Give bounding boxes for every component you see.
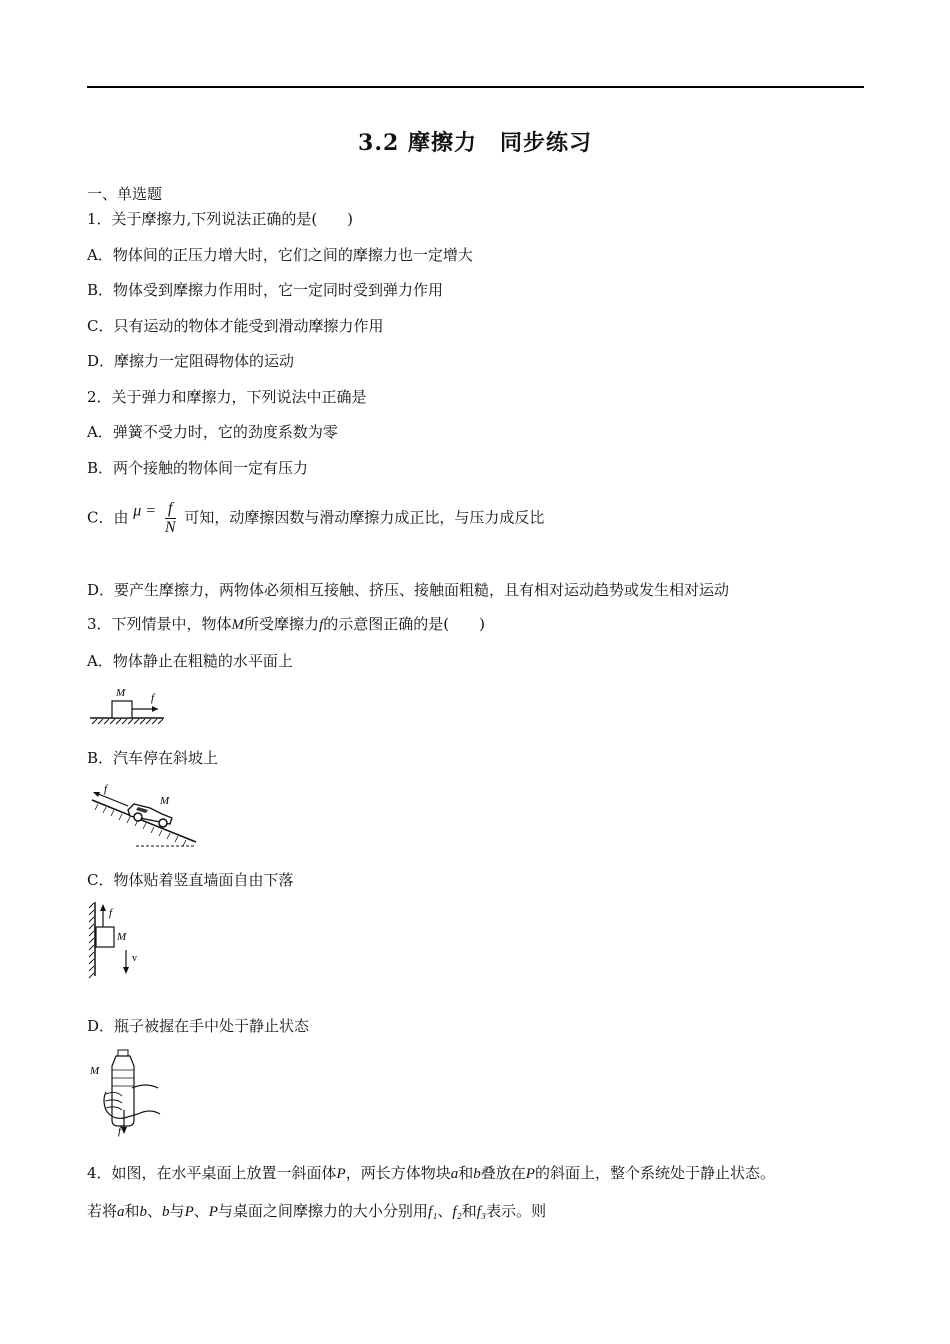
page-title: 3.2 摩擦力 同步练习 xyxy=(358,130,592,156)
q4-l2-text-7: 、 xyxy=(437,1202,453,1220)
q2-option-d: D．要产生摩擦力，两物体必须相互接触、挤压、接触面粗糙，且有相对运动趋势或发生相对运动 xyxy=(87,581,730,599)
figure-a-block-on-surface xyxy=(88,684,168,728)
q2-option-c xyxy=(87,500,544,537)
q1-stem: 1．关于摩擦力,下列说法正确的是( ) xyxy=(87,210,354,228)
q2-c-suffix: 可知，动摩擦因数与滑动摩擦力成正比，与压力成反比 xyxy=(184,508,545,527)
q3-stem-M: M xyxy=(231,617,245,633)
q4-l1-text-3: 和 xyxy=(458,1164,474,1182)
q3-stem xyxy=(87,614,485,635)
q3-option-a: A．物体静止在粗糙的水平面上 xyxy=(87,652,293,670)
header-rule xyxy=(87,86,864,88)
q4-l1-P: P xyxy=(336,1166,346,1182)
q2-option-b: B．两个接触的物体间一定有压力 xyxy=(87,459,309,477)
q4-l1-text-2: ，两长方体物块 xyxy=(345,1164,451,1182)
q1-option-a: A．物体间的正压力增大时，它们之间的摩擦力也一定增大 xyxy=(87,246,473,264)
q2-stem: 2．关于弹力和摩擦力，下列说法中正确是 xyxy=(87,388,367,406)
figure-c-label-v: v xyxy=(132,953,137,964)
section-heading: 一、单选题 xyxy=(87,185,163,203)
figure-a-label-M: M xyxy=(116,687,126,699)
figure-d-label-M: M xyxy=(90,1065,100,1077)
q4-l2-text-4: 与 xyxy=(169,1202,185,1220)
q4-l1-text-5: 的斜面上，整个系统处于静止状态。 xyxy=(534,1164,775,1182)
q4-l2-P2: P xyxy=(208,1204,218,1220)
q4-l2-text-3: 、 xyxy=(147,1202,163,1220)
q4-l2-text-6: 与桌面之间摩擦力的大小分别用 xyxy=(217,1202,428,1220)
q2-c-fraction xyxy=(165,500,176,537)
q4-l2-text-9: 表示。则 xyxy=(486,1202,547,1220)
q4-l1-a: a xyxy=(450,1166,459,1182)
block-M xyxy=(112,701,132,718)
q1-option-b: B．物体受到摩擦力作用时，它一定同时受到弹力作用 xyxy=(87,281,444,299)
q4-l2-b2: b xyxy=(162,1204,170,1220)
q4-l2-text-8: 和 xyxy=(461,1202,477,1220)
figure-c-label-f: f xyxy=(109,907,113,919)
q4-l2-f1: f₁ xyxy=(427,1204,438,1220)
q4-line-1 xyxy=(87,1163,775,1184)
figure-d-bottle-in-hand xyxy=(88,1048,168,1138)
q4-l1-text-4: 叠放在 xyxy=(480,1164,526,1182)
figure-c-label-M: M xyxy=(117,931,127,943)
q4-l2-P: P xyxy=(184,1204,194,1220)
q4-line-2 xyxy=(87,1201,546,1222)
q4-l2-text-5: 、 xyxy=(193,1202,209,1220)
q3-option-d: D．瓶子被握在手中处于静止状态 xyxy=(87,1017,310,1035)
q3-stem-f: f xyxy=(319,617,324,633)
q2-option-a: A．弹簧不受力时，它的劲度系数为零 xyxy=(87,423,338,441)
q2-c-prefix: C．由 xyxy=(87,508,129,527)
q4-l1-P2: P xyxy=(525,1166,535,1182)
q4-l2-b: b xyxy=(139,1204,148,1220)
q3-stem-mid: 所受摩擦力 xyxy=(244,615,320,633)
q2-c-denominator: N xyxy=(164,519,176,536)
q2-c-numerator: f xyxy=(165,500,176,519)
q3-stem-pre: 3．下列情景中，物体 xyxy=(87,615,232,633)
q1-option-c: C．只有运动的物体才能受到滑动摩擦力作用 xyxy=(87,317,384,335)
q4-l1-text-1: 4．如图，在水平桌面上放置一斜面体 xyxy=(87,1164,337,1182)
q4-l2-f2: f₂ xyxy=(452,1204,462,1220)
q3-option-b: B．汽车停在斜坡上 xyxy=(87,749,219,767)
q3-option-c: C．物体贴着竖直墙面自由下落 xyxy=(87,871,294,889)
bottle-icon xyxy=(112,1050,134,1126)
q3-stem-post: 的示意图正确的是( ) xyxy=(323,615,485,633)
q2-c-mu: μ = xyxy=(133,502,157,520)
figure-b-car-on-slope xyxy=(88,780,203,852)
figure-d-label-f: f xyxy=(118,1125,122,1137)
q4-l2-a: a xyxy=(117,1204,125,1220)
figure-a-label-f: f xyxy=(151,692,155,704)
block-M xyxy=(96,927,114,947)
figure-b-label-f: f xyxy=(104,783,108,795)
q4-l2-text-2: 和 xyxy=(124,1202,140,1220)
q4-l2-text-1: 若将 xyxy=(87,1202,118,1220)
figure-c-block-on-wall xyxy=(88,900,148,980)
figure-b-label-M: M xyxy=(160,795,170,807)
q1-option-d: D．摩擦力一定阻碍物体的运动 xyxy=(87,352,295,370)
q4-l1-b: b xyxy=(473,1166,481,1182)
q4-l2-f3: f₃ xyxy=(476,1204,487,1220)
